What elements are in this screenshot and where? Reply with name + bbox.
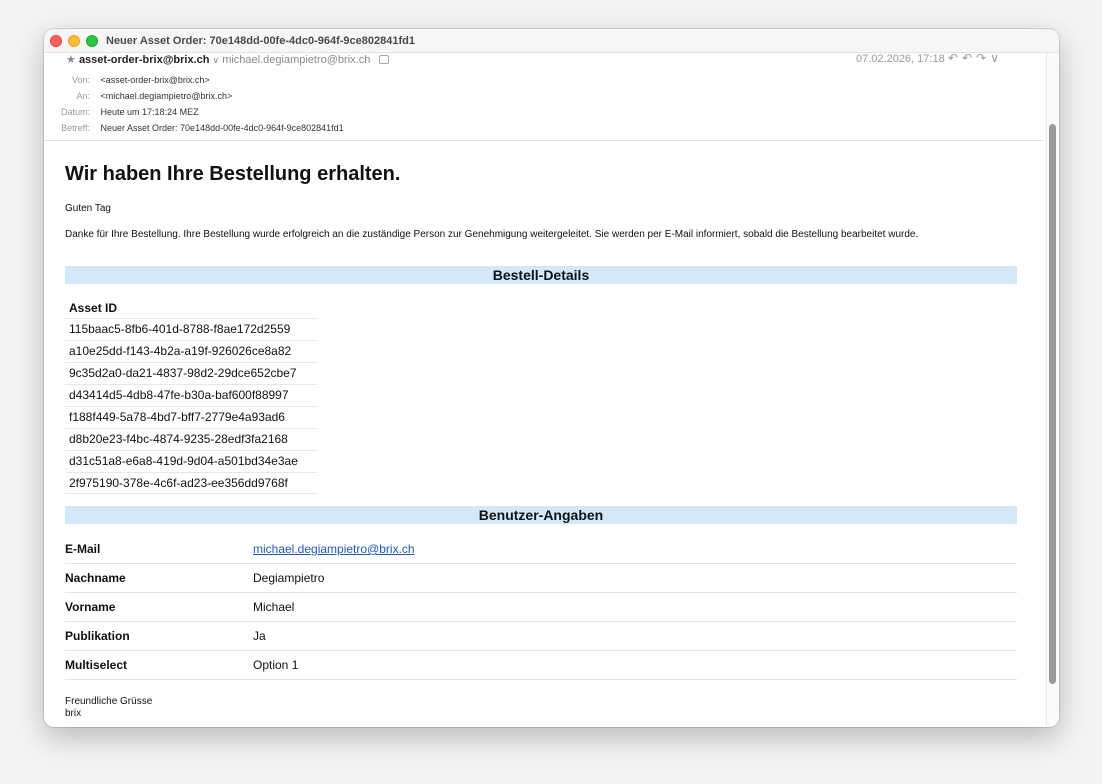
intro-text: Danke für Ihre Bestellung. Ihre Bestellung wurde erfolgreich an die zuständige Person zur Genehmigung weitergeleitet. Sie werden per E-Mail informiert, sobald die Bestellung bearbeitet wurde. [65,229,919,240]
mail-window [44,29,1059,727]
closing-signature: brix [65,708,82,719]
asset-id-row: d43414d5-4db8-47fe-b30a-baf600f88997 [65,384,317,406]
user-row-publikation [65,622,1017,651]
asset-id-row: a10e25dd-f143-4b2a-a19f-926026ce8a82 [65,340,317,362]
header-field-label: An: [76,91,90,101]
user-row-email [65,535,1017,564]
user-field-label: Vorname [65,600,116,614]
sender-row [66,53,389,67]
user-field-value: Ja [253,629,266,643]
zoom-window-button[interactable] [86,35,98,47]
asset-id-row: d31c51a8-e6a8-419d-9d04-a501bd34e3ae [65,450,317,472]
sender-address[interactable]: asset-order-brix@brix.ch [78,54,210,66]
user-details-table [65,535,1017,680]
user-field-value: Option 1 [253,658,299,672]
asset-id-row: 9c35d2a0-da21-4837-98d2-29dce652cbe7 [65,362,317,384]
header-field-label: Von: [71,75,90,85]
user-field-label: Publikation [65,629,130,643]
header-field-betreff [44,123,344,137]
header-field-value[interactable]: <michael.degiampietro@brix.ch> [100,91,233,101]
forward-icon[interactable]: ↷ [976,51,991,65]
user-field-label: Nachname [65,571,126,585]
chevron-down-icon[interactable]: ∨ [990,51,1003,65]
order-section-title: Bestell-Details [65,266,1017,284]
email-link[interactable]: michael.degiampietro@brix.ch [253,542,415,556]
user-row-multiselect [65,651,1017,680]
closing-text [65,696,152,720]
scrollbar-thumb[interactable] [1049,124,1056,684]
asset-id-header: Asset ID [69,301,118,315]
closing-line: Freundliche Grüsse [65,696,153,707]
chevron-down-icon[interactable]: ∨ [212,55,220,65]
attachment-icon [379,55,389,64]
header-field-value: Neuer Asset Order: 70e148dd-00fe-4dc0-964f-9ce802841fd1 [100,123,344,133]
title-bar [44,29,1059,53]
greeting-text: Guten Tag [65,203,111,214]
user-field-value: Michael [253,600,295,614]
asset-id-row: f188f449-5a78-4bd7-bff7-2779e4a93ad6 [65,406,317,428]
header-field-von [44,75,210,89]
user-field-value: Degiampietro [253,571,325,585]
message-date: 07.02.2026, 17:18 [856,53,945,65]
asset-id-list [65,318,317,494]
message-header [44,53,1044,141]
header-field-label: Datum: [60,107,90,117]
window-title: Neuer Asset Order: 70e148dd-00fe-4dc0-964f-9ce802841fd1 [106,35,415,47]
header-field-label: Betreff: [61,123,90,133]
header-field-value: Heute um 17:18:24 MEZ [100,107,199,117]
message-actions [948,51,1003,65]
reply-all-icon[interactable]: ↶ [962,51,977,65]
header-field-an [44,91,232,105]
email-heading: Wir haben Ihre Bestellung erhalten. [65,163,401,185]
recipient-address[interactable]: michael.degiampietro@brix.ch [222,54,371,66]
user-row-nachname [65,564,1017,593]
header-field-value[interactable]: <asset-order-brix@brix.ch> [100,75,210,85]
asset-id-row: d8b20e23-f4bc-4874-9235-28edf3fa2168 [65,428,317,450]
reply-icon[interactable]: ↶ [948,51,963,65]
star-icon[interactable]: ★ [66,54,76,66]
user-row-vorname [65,593,1017,622]
user-field-label: Multiselect [65,658,128,672]
user-section-title: Benutzer-Angaben [65,506,1017,524]
header-field-datum [44,107,199,121]
asset-id-row: 2f975190-378e-4c6f-ad23-ee356dd9768f [65,472,317,494]
minimize-window-button[interactable] [68,35,80,47]
close-window-button[interactable] [50,35,62,47]
user-field-label: E-Mail [65,542,101,556]
asset-id-row: 115baac5-8fb6-401d-8788-f8ae172d2559 [65,318,317,340]
